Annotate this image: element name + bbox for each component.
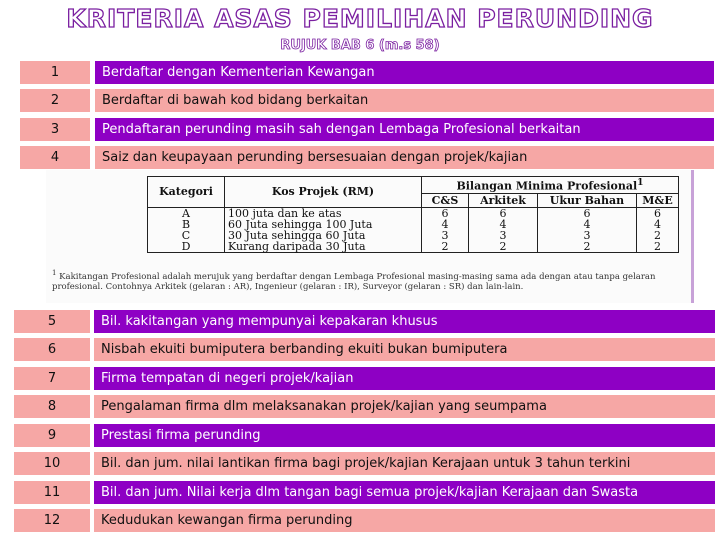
header-kategori: Kategori <box>148 177 225 208</box>
table-row <box>148 241 679 253</box>
criteria-text: Saiz dan keupayaan perunding bersesuaian dengan projek/kajian <box>95 146 714 169</box>
criteria-text: Bil. dan jum. Nilai kerja dlm tangan bagi semua projek/kajian Kerajaan dan Swasta <box>94 481 715 504</box>
value-cell: 4 <box>422 219 469 230</box>
value-cell: 6 <box>538 207 637 219</box>
criteria-number: 3 <box>20 118 90 141</box>
header-bilangan-sup: 1 <box>637 177 644 188</box>
kos-cell: 100 juta dan ke atas <box>225 207 422 219</box>
kos-cell: 60 Juta sehingga 100 Juta <box>225 219 422 230</box>
value-cell: 2 <box>538 241 637 253</box>
header-kos-projek: Kos Projek (RM) <box>225 177 422 208</box>
kategori-cell: D <box>148 241 225 253</box>
criteria-text: Pengalaman firma dlm melaksanakan projek/kajian yang seumpama <box>94 395 715 418</box>
kos-cell: 30 Juta sehingga 60 Juta <box>225 230 422 241</box>
table-footnote <box>52 268 682 292</box>
criteria-number: 2 <box>20 89 90 112</box>
cost-table-scan <box>46 170 694 303</box>
criteria-number: 6 <box>14 338 90 361</box>
criteria-number: 9 <box>14 424 90 447</box>
value-cell: 4 <box>538 219 637 230</box>
criteria-number: 5 <box>14 310 90 333</box>
header-bilangan-text: Bilangan Minima Profesional <box>456 179 638 193</box>
footnote-text: Kakitangan Profesional adalah merujuk yang berdaftar dengan Lembaga Profesional masing-masing sama ada dengan atau tanpa gelaran profesional. Contohnya Arkitek (gelaran : AR), Ingenieur (gelaran : IR), Surveyor (gelaran : SR) dan lain-lain. <box>52 271 656 292</box>
cost-category-table <box>147 176 679 253</box>
value-cell: 6 <box>637 207 679 219</box>
kos-cell: Kurang daripada 30 Juta <box>225 241 422 253</box>
value-cell: 6 <box>422 207 469 219</box>
page-title: KRITERIA ASAS PEMILIHAN PERUNDING <box>66 4 654 33</box>
value-cell: 3 <box>422 230 469 241</box>
header-bilangan <box>422 177 679 194</box>
criteria-text: Berdaftar dengan Kementerian Kewangan <box>95 61 714 84</box>
value-cell: 4 <box>637 219 679 230</box>
footnote-mark: 1 <box>52 269 57 277</box>
header-arkitek: Arkitek <box>469 193 538 207</box>
criteria-number: 11 <box>14 481 90 504</box>
value-cell: 2 <box>422 241 469 253</box>
criteria-number: 12 <box>14 509 90 532</box>
criteria-number: 7 <box>14 367 90 390</box>
table-row <box>148 230 679 241</box>
criteria-text: Pendaftaran perunding masih sah dengan Lembaga Profesional berkaitan <box>95 118 714 141</box>
criteria-text: Firma tempatan di negeri projek/kajian <box>94 367 715 390</box>
kategori-cell: B <box>148 219 225 230</box>
header-cs: C&S <box>422 193 469 207</box>
criteria-text: Berdaftar di bawah kod bidang berkaitan <box>95 89 714 112</box>
table-row <box>148 219 679 230</box>
criteria-number: 1 <box>20 61 90 84</box>
criteria-text: Bil. dan jum. nilai lantikan firma bagi projek/kajian Kerajaan untuk 3 tahun terkini <box>94 452 715 475</box>
value-cell: 2 <box>637 241 679 253</box>
criteria-text: Prestasi firma perunding <box>94 424 715 447</box>
criteria-number: 10 <box>14 452 90 475</box>
header-ukur-bahan: Ukur Bahan <box>538 193 637 207</box>
page-subtitle: RUJUK BAB 6 (m.s 58) <box>280 38 440 53</box>
kategori-cell: C <box>148 230 225 241</box>
value-cell: 4 <box>469 219 538 230</box>
criteria-number: 4 <box>20 146 90 169</box>
value-cell: 2 <box>637 230 679 241</box>
value-cell: 3 <box>538 230 637 241</box>
criteria-text: Kedudukan kewangan firma perunding <box>94 509 715 532</box>
value-cell: 3 <box>469 230 538 241</box>
criteria-text: Bil. kakitangan yang mempunyai kepakaran khusus <box>94 310 715 333</box>
criteria-text: Nisbah ekuiti bumiputera berbanding ekuiti bukan bumiputera <box>94 338 715 361</box>
kategori-cell: A <box>148 207 225 219</box>
table-row <box>148 207 679 219</box>
value-cell: 6 <box>469 207 538 219</box>
header-me: M&E <box>637 193 679 207</box>
criteria-number: 8 <box>14 395 90 418</box>
value-cell: 2 <box>469 241 538 253</box>
